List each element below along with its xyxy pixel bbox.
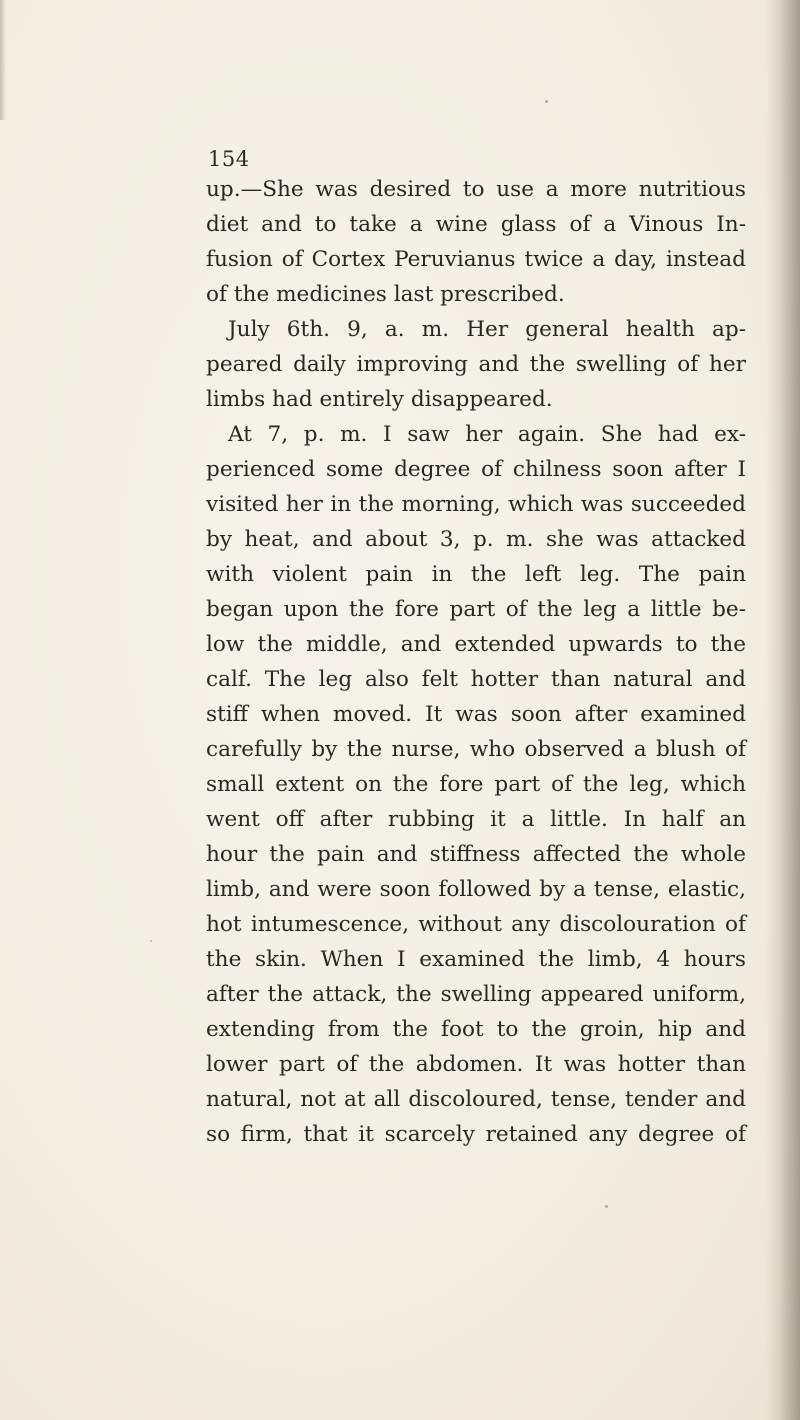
ink-speck [545, 100, 548, 103]
text-line: diet and to take a wine glass of a Vinous In- [206, 212, 746, 237]
text-line: up.—She was desired to use a more nutritious [206, 177, 746, 202]
text-line: after the attack, the swelling appeared uniform, [206, 982, 746, 1007]
text-line: carefully by the nurse, who observed a blush of [206, 737, 746, 762]
text-line: small extent on the fore part of the leg, which [206, 772, 746, 797]
text-line: limb, and were soon followed by a tense, elastic, [206, 877, 746, 902]
text-line: limbs had entirely disappeared. [206, 387, 553, 412]
text-line: fusion of Cortex Peruvianus twice a day, instead [206, 247, 746, 272]
text-line: July 6th. 9, a. m. Her general health ap- [228, 317, 746, 342]
text-line: lower part of the abdomen. It was hotter than [206, 1052, 746, 1077]
ink-speck [605, 1205, 608, 1208]
text-line: so firm, that it scarcely retained any degree of [206, 1122, 746, 1147]
text-line: perienced some degree of chilness soon after I [206, 457, 746, 482]
text-line: with violent pain in the left leg. The pain [206, 562, 746, 587]
text-line: low the middle, and extended upwards to the [206, 632, 746, 657]
text-line: of the medicines last prescribed. [206, 282, 565, 307]
text-line: peared daily improving and the swelling of her [206, 352, 746, 377]
page-edge-shadow [766, 0, 800, 1420]
text-line: went off after rubbing it a little. In half an [206, 807, 746, 832]
text-line: At 7, p. m. I saw her again. She had ex- [228, 422, 746, 447]
text-line: hour the pain and stiffness affected the whole [206, 842, 746, 867]
text-line: stiff when moved. It was soon after examined [206, 702, 746, 727]
text-line: hot intumescence, without any discolouration of [206, 912, 746, 937]
text-line: extending from the foot to the groin, hip and [206, 1017, 746, 1042]
ink-speck [150, 940, 152, 942]
text-line: by heat, and about 3, p. m. she was attacked [206, 527, 746, 552]
body-text [206, 172, 746, 1152]
page-gutter-shadow [0, 0, 6, 120]
text-line: natural, not at all discoloured, tense, tender and [206, 1087, 746, 1112]
page-number: 154 [208, 147, 250, 171]
text-line: began upon the fore part of the leg a little be- [206, 597, 746, 622]
text-line: calf. The leg also felt hotter than natural and [206, 667, 746, 692]
text-line: the skin. When I examined the limb, 4 hours [206, 947, 746, 972]
text-line: visited her in the morning, which was succeeded [206, 492, 746, 517]
